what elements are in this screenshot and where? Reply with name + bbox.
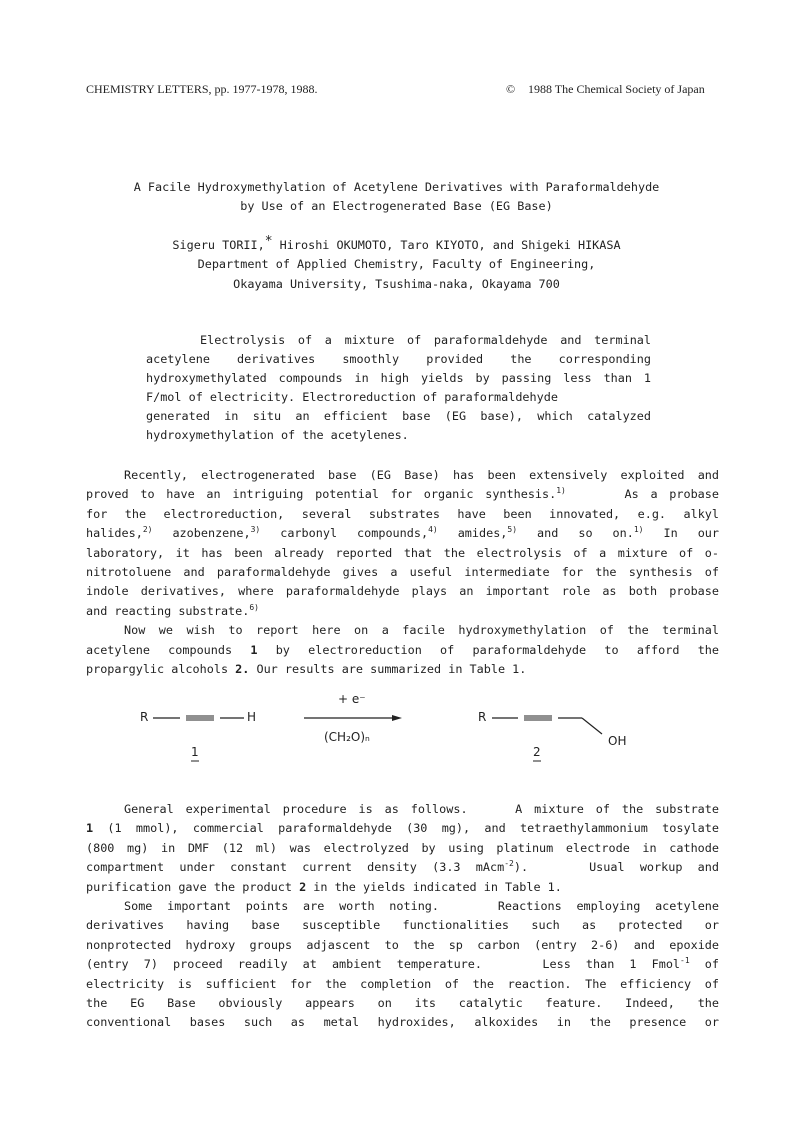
ref-sup: 5): [507, 525, 518, 535]
text: in the yields indicated in Table 1.: [306, 879, 562, 894]
text: Reactions employing acetylene: [497, 898, 719, 913]
text: (entry 7) proceed readily at ambient temperature.: [86, 957, 482, 972]
text: Our results are summarized in Table 1.: [249, 661, 527, 676]
text: carbonyl compounds,: [260, 526, 429, 541]
text: Some important points are worth noting.: [124, 898, 439, 913]
paragraph-intro: [86, 466, 719, 679]
corresponding-star: *: [264, 234, 273, 249]
text: General experimental procedure is as follows.: [124, 802, 468, 816]
affiliation-line-1: Department of Applied Chemistry, Faculty of Engineering,: [197, 257, 596, 272]
abstract-line: Electrolysis of a mixture of paraformaldehyde and terminal: [200, 333, 651, 347]
body-line: the EG Base obviously appears on its catalytic feature. Indeed, the: [86, 995, 719, 1010]
text: Usual workup and: [589, 860, 719, 875]
body-line: [86, 819, 719, 838]
abstract: [146, 331, 651, 445]
compound-ref: 2: [299, 879, 307, 894]
scheme-oh: OH: [608, 734, 627, 748]
abstract-line: hydroxymethylated compounds in high yields by passing less than 1: [146, 371, 651, 385]
compound-ref: 2.: [235, 661, 250, 676]
body-line: [86, 878, 719, 897]
body-line: [86, 660, 719, 679]
body-line: laboratory, it has been already reported that the electrolysis of a mixture of o-: [86, 545, 719, 560]
body-line: [86, 485, 719, 504]
body-line: conventional bases such as metal hydroxides, alkoxides in the presence or: [86, 1015, 719, 1030]
abstract-line: hydroxymethylation of the acetylenes.: [146, 428, 409, 442]
text: ).: [513, 860, 529, 875]
text: A mixture of the substrate: [515, 802, 719, 816]
body-line: indole derivatives, where paraformaldehyde plays an important role as both probase: [86, 584, 719, 599]
scheme-h: H: [247, 710, 257, 724]
journal-citation: CHEMISTRY LETTERS, pp. 1977-1978, 1988.: [86, 82, 318, 96]
text: In our: [663, 526, 720, 541]
ref-sup: 1): [633, 525, 644, 535]
text: azobenzene,: [152, 526, 251, 541]
abstract-line: acetylene derivatives smoothly provided the corresponding: [146, 352, 651, 366]
text: of: [704, 957, 720, 972]
scheme-r-left: R: [140, 710, 149, 724]
title-line-2: by Use of an Electrogenerated Base (EG Base): [240, 199, 553, 213]
unit-sup: -2: [504, 859, 514, 869]
title-line-1: A Facile Hydroxymethylation of Acetylene Derivatives with Paraformaldehyde: [133, 180, 660, 194]
text: halides,: [86, 526, 143, 541]
body-line: Recently, electrogenerated base (EG Base) has been extensively exploited and: [124, 468, 719, 482]
author-first: Sigeru TORII,: [172, 238, 265, 252]
scheme-reagent-electron: + e⁻: [338, 692, 366, 706]
scheme-reagent-paraformaldehyde: (CH₂O)ₙ: [324, 730, 370, 744]
ref-sup: 6): [249, 602, 259, 612]
abstract-line: generated in situ an efficient base (EG base), which catalyzed: [146, 409, 651, 423]
authors-block: [0, 236, 793, 294]
ref-sup: 2): [142, 525, 153, 535]
text: Less than 1 Fmol: [542, 957, 681, 972]
body-line: electricity is sufficient for the completion of the reaction. The efficiency of: [86, 976, 719, 991]
text: and reacting substrate.: [86, 603, 250, 618]
copyright-text: 1988 The Chemical Society of Japan: [528, 82, 705, 96]
body-line: [86, 955, 719, 974]
paragraph-procedure: [86, 800, 719, 1033]
body-line: nitrotoluene and paraformaldehyde gives a useful intermediate for the synthesis of: [86, 564, 719, 579]
body-line: [86, 858, 719, 877]
abstract-line: F/mol of electricity. Electroreduction of paraformaldehyde: [146, 390, 558, 404]
body-line: [86, 897, 719, 916]
body-line: [86, 800, 719, 819]
scheme-r-right: R: [478, 710, 487, 724]
text: acetylene compounds: [86, 642, 251, 657]
compound-ref: 1: [86, 821, 94, 836]
text: and so on.: [517, 526, 634, 541]
scheme-label-1: 1: [191, 745, 199, 759]
ref-sup: 1): [556, 486, 566, 496]
text: propargylic alcohols: [86, 661, 236, 676]
ref-sup: 3): [250, 525, 261, 535]
body-line: (800 mg) in DMF (12 ml) was electrolyzed by using platinum electrode in cathode: [86, 840, 719, 855]
text: compartment under constant current density (3.3 mAcm: [86, 860, 505, 875]
body-line: derivatives having base susceptible functionalities such as protected or: [86, 918, 719, 933]
scheme-drawing: [140, 690, 660, 770]
scheme-label-2: 2: [533, 745, 541, 759]
body-line: [86, 524, 719, 543]
copyright-icon: ©: [506, 82, 516, 96]
compound-ref: 1: [250, 642, 258, 657]
text: by electroreduction of paraformaldehyde to afford the: [257, 642, 719, 657]
body-line: [86, 602, 719, 621]
affiliation-line-2: Okayama University, Tsushima-naka, Okayama 700: [233, 276, 560, 291]
body-line: [86, 641, 719, 660]
body-line: for the electroreduction, several substrates have been innovated, e.g. alkyl: [86, 506, 719, 521]
text: proved to have an intriguing potential for organic synthesis.: [86, 487, 557, 502]
body-line: Now we wish to report here on a facile hydroxymethylation of the terminal: [124, 623, 719, 638]
paper-title: [0, 178, 793, 216]
body-line: nonprotected hydroxy groups adjascent to the sp carbon (entry 2-6) and epoxide: [86, 937, 719, 952]
text: purification gave the product: [86, 879, 300, 894]
reaction-scheme: [140, 690, 660, 770]
text: (1 mmol), commercial paraformaldehyde (30 mg), and tetraethylammonium tosylate: [93, 821, 719, 836]
text: As a probase: [624, 487, 719, 502]
author-rest: Hiroshi OKUMOTO, Taro KIYOTO, and Shigeki HIKASA: [272, 238, 621, 252]
author-names: [0, 236, 793, 255]
ref-sup: 4): [428, 525, 438, 535]
unit-sup: -1: [680, 956, 690, 966]
text: amides,: [437, 526, 508, 541]
